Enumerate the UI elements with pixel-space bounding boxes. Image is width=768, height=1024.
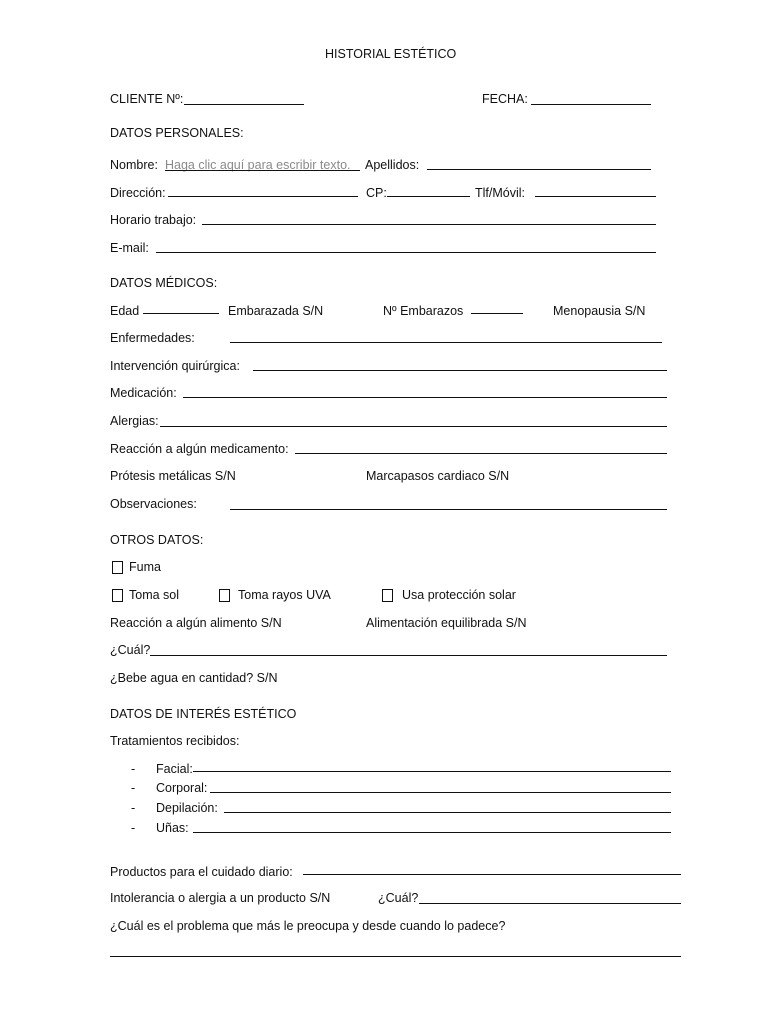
alergias-field[interactable]	[160, 426, 667, 427]
cliente-label: CLIENTE Nº:	[110, 92, 184, 106]
cp-label: CP:	[366, 186, 387, 200]
cual-producto-label: ¿Cuál?	[378, 891, 419, 905]
cual-producto-field[interactable]	[419, 903, 681, 904]
section-datos-medicos: DATOS MÉDICOS:	[110, 276, 218, 290]
horario-field[interactable]	[202, 224, 656, 225]
cual-alimento-field[interactable]	[150, 655, 667, 656]
depilacion-field[interactable]	[224, 812, 671, 813]
facial-label: Facial:	[156, 762, 193, 776]
reaccion-medicamento-field[interactable]	[295, 453, 667, 454]
unas-label: Uñas:	[156, 821, 189, 835]
proteccion-solar-checkbox[interactable]	[382, 589, 393, 602]
medicacion-label: Medicación:	[110, 386, 177, 400]
corporal-label: Corporal:	[156, 781, 208, 795]
toma-sol-checkbox[interactable]	[112, 589, 123, 602]
nombre-underline	[165, 170, 360, 171]
horario-label: Horario trabajo:	[110, 213, 197, 227]
list-dash: -	[131, 821, 136, 835]
cliente-field[interactable]	[184, 104, 304, 105]
nombre-label: Nombre:	[110, 158, 158, 172]
direccion-field[interactable]	[168, 196, 358, 197]
tratamientos-label: Tratamientos recibidos:	[110, 734, 240, 748]
section-otros-datos: OTROS DATOS:	[110, 533, 204, 547]
proteccion-solar-label: Usa protección solar	[402, 588, 516, 602]
fuma-label: Fuma	[129, 560, 161, 574]
reaccion-medicamento-label: Reacción a algún medicamento:	[110, 442, 289, 456]
intervencion-label: Intervención quirúrgica:	[110, 359, 240, 373]
section-datos-personales: DATOS PERSONALES:	[110, 126, 244, 140]
agua-label: ¿Bebe agua en cantidad? S/N	[110, 671, 278, 685]
tlf-field[interactable]	[535, 196, 656, 197]
depilacion-label: Depilación:	[156, 801, 218, 815]
edad-label: Edad	[110, 304, 140, 318]
medicacion-field[interactable]	[183, 397, 667, 398]
apellidos-label: Apellidos:	[365, 158, 420, 172]
fecha-field[interactable]	[531, 104, 651, 105]
menopausia-label: Menopausia S/N	[553, 304, 646, 318]
reaccion-alimento-label: Reacción a algún alimento S/N	[110, 616, 282, 630]
problema-field[interactable]	[110, 956, 681, 957]
toma-rayos-label: Toma rayos UVA	[238, 588, 331, 602]
fuma-checkbox[interactable]	[112, 561, 123, 574]
section-interes-estetico: DATOS DE INTERÉS ESTÉTICO	[110, 707, 297, 721]
toma-sol-label: Toma sol	[129, 588, 180, 602]
email-label: E-mail:	[110, 241, 149, 255]
corporal-field[interactable]	[210, 792, 671, 793]
cp-field[interactable]	[387, 196, 470, 197]
list-dash: -	[131, 781, 136, 795]
unas-field[interactable]	[193, 832, 671, 833]
productos-label: Productos para el cuidado diario:	[110, 865, 293, 879]
toma-rayos-checkbox[interactable]	[219, 589, 230, 602]
email-field[interactable]	[156, 252, 656, 253]
apellidos-field[interactable]	[427, 169, 651, 170]
list-dash: -	[131, 762, 136, 776]
facial-field[interactable]	[193, 771, 671, 772]
alimentacion-label: Alimentación equilibrada S/N	[366, 616, 527, 630]
alergias-label: Alergias:	[110, 414, 159, 428]
embarazos-label: Nº Embarazos	[383, 304, 464, 318]
direccion-label: Dirección:	[110, 186, 166, 200]
protesis-label: Prótesis metálicas S/N	[110, 469, 236, 483]
embarazos-field[interactable]	[471, 313, 523, 314]
problema-label: ¿Cuál es el problema que más le preocupa y desde cuando lo padece?	[110, 919, 506, 933]
enfermedades-label: Enfermedades:	[110, 331, 195, 345]
embarazada-label: Embarazada S/N	[228, 304, 324, 318]
intervencion-field[interactable]	[253, 370, 667, 371]
fecha-label: FECHA:	[482, 92, 528, 106]
list-dash: -	[131, 801, 136, 815]
tlf-label: Tlf/Móvil:	[475, 186, 525, 200]
observaciones-field[interactable]	[230, 509, 667, 510]
enfermedades-field[interactable]	[230, 342, 662, 343]
page-title: HISTORIAL ESTÉTICO	[325, 47, 457, 61]
productos-field[interactable]	[303, 874, 681, 875]
intolerancia-label: Intolerancia o alergia a un producto S/N	[110, 891, 331, 905]
cual-alimento-label: ¿Cuál?	[110, 643, 151, 657]
marcapasos-label: Marcapasos cardiaco S/N	[366, 469, 510, 483]
observaciones-label: Observaciones:	[110, 497, 197, 511]
edad-field[interactable]	[143, 313, 219, 314]
nombre-field[interactable]: Haga clic aquí para escribir texto.	[165, 158, 351, 172]
